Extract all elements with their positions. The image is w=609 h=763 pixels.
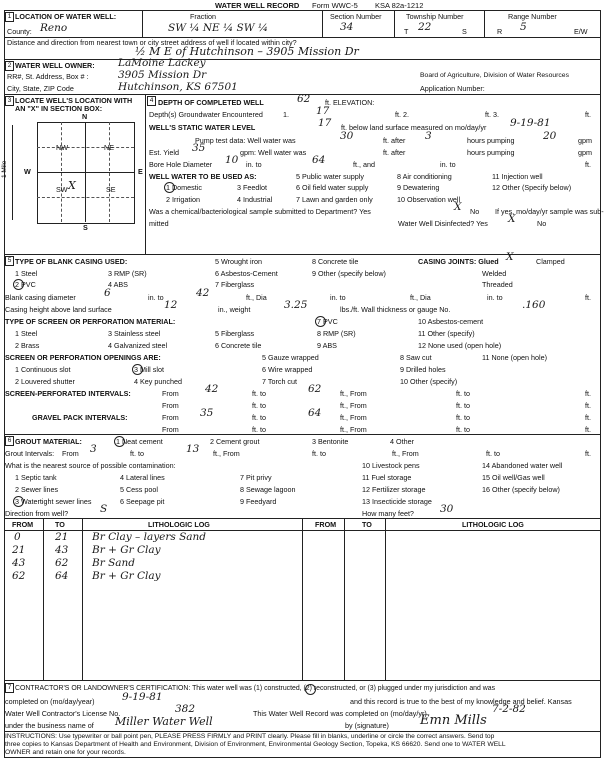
opening-6[interactable]: 6 Wire wrapped [262, 365, 313, 374]
completed-label: completed on (mo/day/year) [5, 697, 95, 706]
well-location-mark[interactable]: X [68, 179, 76, 192]
casing-diameter-to[interactable]: 42 [196, 287, 210, 299]
log-to-header: TO [55, 520, 65, 529]
ne-label: NE [104, 143, 114, 152]
contam-13[interactable]: 13 Insecticide storage [362, 497, 432, 506]
yield-label: Est. Yield [149, 148, 179, 157]
gravel-from-label-2: From [162, 425, 179, 434]
perf-ft-from-2: ft., From [340, 401, 367, 410]
rule [37, 147, 134, 148]
perf-to-label-2: ft. to [456, 389, 470, 398]
casing-1[interactable]: 1 Steel [15, 269, 38, 278]
use-1[interactable]: 1 Domestic [166, 183, 202, 192]
gravel-ft-from: ft., From [340, 413, 367, 422]
business-label: under the business name of [5, 721, 94, 730]
pump-test-hours[interactable]: 3 [425, 130, 432, 142]
casing-weight-unit: lbs./ft. Wall thickness or gauge No. [340, 305, 451, 314]
pump-test-gpm-unit: gpm [578, 136, 592, 145]
casing-diameter-ft: ft., Dia [246, 293, 267, 302]
bacteriological-no[interactable]: No [470, 207, 480, 216]
range-value[interactable]: 5 [520, 21, 527, 33]
township-value[interactable]: 22 [418, 21, 432, 33]
static-level-date[interactable]: 9-19-81 [510, 117, 551, 129]
gravel-ft-2: ft. [585, 425, 591, 434]
mitted-label: mitted [149, 219, 169, 228]
use-3[interactable]: 3 Feedlot [237, 183, 267, 192]
se-label: SE [106, 185, 116, 194]
bore-in-2: in. to [440, 160, 456, 169]
contam-4[interactable]: 4 Lateral lines [120, 473, 165, 482]
groundwater-1: 1. [283, 110, 289, 119]
pump-test-ft[interactable]: 30 [340, 130, 354, 142]
rule [37, 197, 134, 198]
disinfected-mark[interactable]: X [508, 213, 516, 225]
locate-label-1: LOCATE WELL'S LOCATION WITH [15, 96, 133, 105]
groundwater-1-value[interactable]: 17 [316, 105, 330, 117]
distance-label: Distance and direction from nearest town or city street address of well if located within city? [7, 38, 297, 47]
opening-5[interactable]: 5 Gauze wrapped [262, 353, 319, 362]
screen-9[interactable]: 9 ABS [317, 341, 337, 350]
grout-ft: ft. [585, 449, 591, 458]
address-value[interactable]: 3905 Mission Dr [118, 69, 207, 81]
screen-type-label: TYPE OF SCREEN OR PERFORATION MATERIAL: [5, 317, 176, 326]
pump-test-gpm[interactable]: 20 [543, 130, 557, 142]
use-2[interactable]: 2 Irrigation [166, 195, 200, 204]
divider [12, 125, 13, 220]
divider [142, 10, 143, 37]
contam-10[interactable]: 10 Livestock pens [362, 461, 420, 470]
screen-8[interactable]: 8 RMP (SR) [317, 329, 356, 338]
divider [484, 10, 485, 37]
contam-16[interactable]: 16 Other (specify below) [482, 485, 560, 494]
opening-7[interactable]: 7 Torch cut [262, 377, 298, 386]
perf-from-label-2: From [162, 401, 179, 410]
perf-to-value[interactable]: 62 [308, 383, 322, 395]
rule [37, 172, 134, 173]
log-to-header-2: TO [362, 520, 372, 529]
fraction-value[interactable]: SW ¼ NE ¼ SW ¼ [168, 22, 269, 34]
use-12[interactable]: 12 Other (Specify below) [492, 183, 572, 192]
log-row-4-to[interactable]: 64 [55, 570, 69, 582]
bore-in: in. to [246, 160, 262, 169]
casing-height-label: Casing height above land surface [5, 305, 112, 314]
contam-11[interactable]: 11 Fuel storage [362, 473, 412, 482]
record-completed-value[interactable]: 7-2-82 [492, 703, 526, 715]
depth-value[interactable]: 62 [297, 93, 311, 105]
use-5[interactable]: 5 Public water supply [296, 172, 364, 181]
yield-value[interactable]: 35 [192, 142, 206, 154]
groundwater-end: ft. [585, 110, 591, 119]
license-value[interactable]: 382 [175, 703, 196, 715]
casing-height-value[interactable]: 12 [164, 299, 178, 311]
opening-4[interactable]: 4 Key punched [134, 377, 182, 386]
divider [109, 122, 110, 222]
casing-9[interactable]: 9 Other (specify below) [312, 269, 386, 278]
opening-9[interactable]: 9 Drilled holes [400, 365, 446, 374]
divider [302, 518, 303, 680]
welded-label[interactable]: Welded [482, 269, 507, 278]
log-row-1-desc[interactable]: Br Clay – layers Sand [92, 531, 207, 543]
screen-2[interactable]: 2 Brass [15, 341, 40, 350]
grout-from-value[interactable]: 3 [90, 443, 97, 455]
location-label: LOCATION OF WATER WELL: [15, 12, 117, 21]
perf-ft-from: ft., From [340, 389, 367, 398]
gravel-to-label-3: ft. to [252, 425, 266, 434]
township-prefix: T [404, 27, 409, 36]
casing-4[interactable]: 4 ABS [108, 280, 128, 289]
casing-diameter-in-3: in. to [487, 293, 503, 302]
log-row-2-desc[interactable]: Br + Gr Clay [92, 544, 161, 556]
signature-label: by (signature) [345, 721, 389, 730]
nw-label: NW [56, 143, 68, 152]
mile-label: 1 Mile [1, 160, 8, 178]
direction-label: Direction from well? [5, 509, 69, 518]
screen-10[interactable]: 10 Asbestos-cement [418, 317, 484, 326]
disinfected-no[interactable]: No [537, 219, 547, 228]
feet-label: How many feet? [362, 509, 414, 518]
log-row-2-to[interactable]: 43 [55, 544, 69, 556]
use-6[interactable]: 6 Oil field water supply [296, 183, 369, 192]
grout-4[interactable]: 4 Other [390, 437, 414, 446]
grout-ft-from: ft., From [213, 449, 240, 458]
pump-test-label: Pump test data: Well water was [195, 136, 296, 145]
depth-unit: ft. ELEVATION: [325, 98, 375, 107]
certification-text: CONTRACTOR'S OR LANDOWNER'S CERTIFICATION: This water well was (1) constructed, (2) reconstructed, or (3) plugged under my jurisdiction and was [15, 685, 496, 692]
grout-material-label: GROUT MATERIAL: [15, 437, 82, 446]
west-label: W [24, 167, 31, 176]
gravel-to-label-2: ft. to [456, 413, 470, 422]
grout-intervals-label: Grout Intervals: [5, 449, 55, 458]
use-4[interactable]: 4 Industrial [237, 195, 273, 204]
screen-1[interactable]: 1 Steel [15, 329, 38, 338]
use-8[interactable]: 8 Air conditioning [397, 172, 452, 181]
constructed-circle[interactable] [305, 684, 316, 695]
bacteriological-if: If yes, mo/day/yr sample was sub- [495, 207, 604, 216]
gravel-to-label: ft. to [252, 413, 266, 422]
log-from-header: FROM [12, 520, 34, 529]
casing-8[interactable]: 8 Concrete tile [312, 257, 359, 266]
yield-gpm: gpm [578, 148, 592, 157]
casing-height-in: in., weight [218, 305, 251, 314]
rule [4, 59, 601, 60]
casing-joints-label: CASING JOINTS: Glued [418, 257, 499, 266]
casing-weight-value[interactable]: 3.25 [284, 299, 308, 311]
form-title: WATER WELL RECORD [215, 1, 300, 10]
section-number-value[interactable]: 34 [340, 21, 354, 33]
gravel-intervals-label: GRAVEL PACK INTERVALS: [32, 413, 128, 422]
groundwater-2: ft. 2. [395, 110, 409, 119]
casing-7[interactable]: 7 Fiberglass [215, 280, 255, 289]
screen-5[interactable]: 5 Fiberglass [215, 329, 255, 338]
yield-hours: hours pumping [467, 148, 515, 157]
casing-diameter-in-2: in. to [330, 293, 346, 302]
contam-14[interactable]: 14 Abandoned water well [482, 461, 563, 470]
screen-11[interactable]: 11 Other (specify) [418, 329, 475, 338]
grout-ft-from-2: ft., From [392, 449, 419, 458]
certification-text-2: and this record is true to the best of my knowledge and belief. Kansas [350, 697, 572, 706]
perf-to-label-4: ft. to [456, 401, 470, 410]
section-4-number: 4 [147, 96, 156, 106]
contam-1[interactable]: 1 Septic tank [15, 473, 57, 482]
section-number-label: Section Number [330, 12, 382, 21]
section-7-number: 7 [5, 683, 14, 693]
perf-from-label: From [162, 389, 179, 398]
section-6-number: 6 [5, 436, 14, 446]
direction-value[interactable]: S [100, 503, 108, 515]
business-value[interactable]: Miller Water Well [115, 715, 213, 728]
groundwater-label: Depth(s) Groundwater Encountered [149, 110, 263, 119]
casing-type-label: TYPE OF BLANK CASING USED: [15, 257, 128, 266]
board-label: Board of Agriculture, Division of Water Resources [420, 72, 569, 79]
log-row-2-from[interactable]: 21 [12, 544, 26, 556]
log-title-header: LITHOLOGIC LOG [148, 520, 210, 529]
log-row-4-desc[interactable]: Br + Gr Clay [92, 570, 161, 582]
screen-12[interactable]: 12 None used (open hole) [418, 341, 502, 350]
township-suffix: S [462, 27, 467, 36]
perf-ft-2: ft. [585, 401, 591, 410]
contamination-label: What is the nearest source of possible contamination: [5, 461, 176, 470]
divider [344, 518, 345, 680]
feet-value[interactable]: 30 [440, 503, 454, 515]
contam-6[interactable]: 6 Seepage pit [120, 497, 165, 506]
contam-9[interactable]: 9 Feedyard [240, 497, 277, 506]
gravel-ft: ft. [585, 413, 591, 422]
opening-11[interactable]: 11 None (open hole) [482, 353, 547, 362]
fraction-label: Fraction [190, 12, 216, 21]
county-value[interactable]: Reno [40, 22, 68, 34]
divider [82, 518, 83, 680]
instructions-line-2: three copies to Kansas Department of Health and Environment, Division of Environment, Environmental Geology Section, Topeka, KS 66620. Send one to WATER WELL [5, 741, 506, 748]
groundwater-3: ft. 3. [485, 110, 499, 119]
casing-diameter-value[interactable]: 6 [104, 287, 111, 299]
township-label: Township Number [406, 12, 464, 21]
city-label: City, State, ZIP Code [7, 84, 74, 93]
disinfected-label: Water Well Disinfected? Yes [398, 219, 488, 228]
contam-15[interactable]: 15 Oil well/Gas well [482, 473, 545, 482]
distance-value[interactable]: ½ M E of Hutchinson – 3905 Mission Dr [135, 45, 359, 58]
opening-8[interactable]: 8 Saw cut [400, 353, 432, 362]
casing-diameter-ft-3: ft. [585, 293, 591, 302]
casing-2[interactable]: 2 PVC [15, 280, 36, 289]
contam-5[interactable]: 5 Cess pool [120, 485, 158, 494]
bore-ft: ft., and [353, 160, 375, 169]
yield-after: ft. after [383, 148, 406, 157]
log-row-1-to[interactable]: 21 [55, 531, 69, 543]
east-label: E [138, 167, 143, 176]
opening-1[interactable]: 1 Continuous slot [15, 365, 71, 374]
use-9[interactable]: 9 Dewatering [397, 183, 440, 192]
application-number-label: Application Number: [420, 84, 485, 93]
instructions-line-1: INSTRUCTIONS: Use typewriter or ball point pen, PLEASE PRESS FIRMLY and PRINT clearly. Please fill in blanks, underline or circle the correct answers. Send top [5, 733, 495, 740]
perf-to-label: ft. to [252, 389, 266, 398]
contam-2[interactable]: 2 Sewer lines [15, 485, 59, 494]
rule [4, 731, 601, 732]
contam-8[interactable]: 8 Sewage lagoon [240, 485, 296, 494]
pump-test-after: ft. after [383, 136, 406, 145]
license-label: Water Well Contractor's License No. [5, 709, 121, 718]
screen-6[interactable]: 6 Concrete tile [215, 341, 262, 350]
bore-to-value[interactable]: 64 [312, 154, 326, 166]
clamped-label[interactable]: Clamped [536, 257, 565, 266]
range-prefix: R [497, 27, 503, 36]
gravel-to-value[interactable]: 64 [308, 407, 322, 419]
casing-5[interactable]: 5 Wrought iron [215, 257, 263, 266]
section-1-number: 1 [5, 12, 14, 22]
signature-value[interactable]: Emn Mills [420, 713, 487, 728]
log-row-3-desc[interactable]: Br Sand [92, 557, 136, 569]
glued-mark[interactable]: X [506, 251, 514, 263]
section-box[interactable] [37, 122, 135, 224]
opening-2[interactable]: 2 Louvered shutter [15, 377, 75, 386]
static-level-text: ft. below land surface measured on mo/day/yr [341, 123, 487, 132]
static-level-value[interactable]: 17 [318, 117, 332, 129]
threaded-label[interactable]: Threaded [482, 280, 513, 289]
county-label: County: [7, 27, 32, 36]
use-11[interactable]: 11 Injection well [492, 172, 543, 181]
depth-label: DEPTH OF COMPLETED WELL [158, 98, 264, 107]
bacteriological-label: Was a chemical/bacteriological sample submitted to Department? Yes [149, 207, 371, 216]
log-row-3-from[interactable]: 43 [12, 557, 26, 569]
city-value[interactable]: Hutchinson, KS 67501 [118, 81, 238, 93]
section-3-number: 3 [5, 96, 14, 106]
owner-value[interactable]: LaMoine Lackey [118, 57, 206, 69]
log-title-header-2: LITHOLOGIC LOG [462, 520, 524, 529]
contam-12[interactable]: 12 Fertilizer storage [362, 485, 426, 494]
casing-diameter-in: in. to [148, 293, 164, 302]
log-from-header-2: FROM [315, 520, 337, 529]
grout-from-label: From [62, 449, 79, 458]
grout-to-label: ft. to [130, 449, 144, 458]
grout-to-label-3: ft. to [486, 449, 500, 458]
owner-label: WATER WELL OWNER: [15, 61, 95, 70]
ksa-reference: KSA 82a-1212 [375, 1, 424, 10]
opening-3[interactable]: 3 Mill slot [134, 365, 164, 374]
divider [322, 10, 323, 37]
grout-2[interactable]: 2 Cement grout [210, 437, 260, 446]
screen-3[interactable]: 3 Stainless steel [108, 329, 161, 338]
grout-to-value[interactable]: 13 [186, 443, 200, 455]
section-5-number: 5 [5, 256, 14, 266]
divider [145, 94, 146, 254]
perf-ft: ft. [585, 389, 591, 398]
gravel-ft-from-2: ft., From [340, 425, 367, 434]
openings-label: SCREEN OR PERFORATION OPENINGS ARE: [5, 353, 161, 362]
gravel-from-value[interactable]: 35 [200, 407, 214, 419]
casing-6[interactable]: 6 Asbestos-Cement [215, 269, 278, 278]
gravel-from-label: From [162, 413, 179, 422]
yield-text: gpm: Well water was [240, 148, 307, 157]
divider [61, 122, 62, 222]
use-label: WELL WATER TO BE USED AS: [149, 172, 257, 181]
contam-3[interactable]: 3 Watertight sewer lines [15, 497, 92, 506]
divider [43, 518, 44, 680]
log-row-4-from[interactable]: 62 [12, 570, 26, 582]
range-label: Range Number [508, 12, 557, 21]
rule [4, 434, 601, 435]
grout-1[interactable]: 1 Neat cement [116, 437, 163, 446]
address-label: RR#, St. Address, Box # : [7, 72, 89, 81]
locate-label-2: AN "X" IN SECTION BOX: [15, 104, 103, 113]
contam-7[interactable]: 7 Pit privy [240, 473, 272, 482]
divider [394, 10, 395, 37]
static-level-label: WELL'S STATIC WATER LEVEL [149, 123, 256, 132]
casing-diameter-label: Blank casing diameter [5, 293, 76, 302]
use-10[interactable]: 10 Observation well [397, 195, 461, 204]
perf-from-value[interactable]: 42 [205, 383, 219, 395]
bore-ft-2: ft. [585, 160, 591, 169]
bore-label: Bore Hole Diameter [149, 160, 213, 169]
casing-gauge-value[interactable]: .160 [522, 299, 546, 311]
screen-7[interactable]: 7 PVC [317, 317, 338, 326]
grout-3[interactable]: 3 Bentonite [312, 437, 349, 446]
pump-test-hours-label: hours pumping [467, 136, 515, 145]
perforated-intervals-label: SCREEN-PERFORATED INTERVALS: [5, 389, 131, 398]
casing-3[interactable]: 3 RMP (SR) [108, 269, 147, 278]
opening-10[interactable]: 10 Other (specify) [400, 377, 458, 386]
perf-to-label-3: ft. to [252, 401, 266, 410]
north-label: N [82, 112, 88, 121]
gravel-to-label-4: ft. to [456, 425, 470, 434]
casing-diameter-ft-2: ft., Dia [410, 293, 431, 302]
grout-to-label-2: ft. to [312, 449, 326, 458]
section-2-number: 2 [5, 61, 14, 71]
instructions-line-3: OWNER and retain one for your records. [5, 749, 126, 756]
range-suffix: E/W [574, 27, 588, 36]
south-label: S [83, 223, 88, 232]
sw-label: SW [56, 185, 68, 194]
rule [4, 680, 601, 681]
screen-4[interactable]: 4 Galvanized steel [108, 341, 168, 350]
bore-value[interactable]: 10 [225, 154, 239, 166]
form-number: Form WWC-5 [312, 1, 358, 10]
completed-value[interactable]: 9-19-81 [122, 691, 163, 703]
use-7[interactable]: 7 Lawn and garden only [296, 195, 373, 204]
divider [385, 518, 386, 680]
bacteriological-mark[interactable]: X [454, 201, 462, 213]
record-completed-label: This Water Well Record was completed on (mo/day/yr) [253, 709, 427, 718]
log-row-1-from[interactable]: 0 [14, 531, 21, 543]
log-row-3-to[interactable]: 62 [55, 557, 69, 569]
